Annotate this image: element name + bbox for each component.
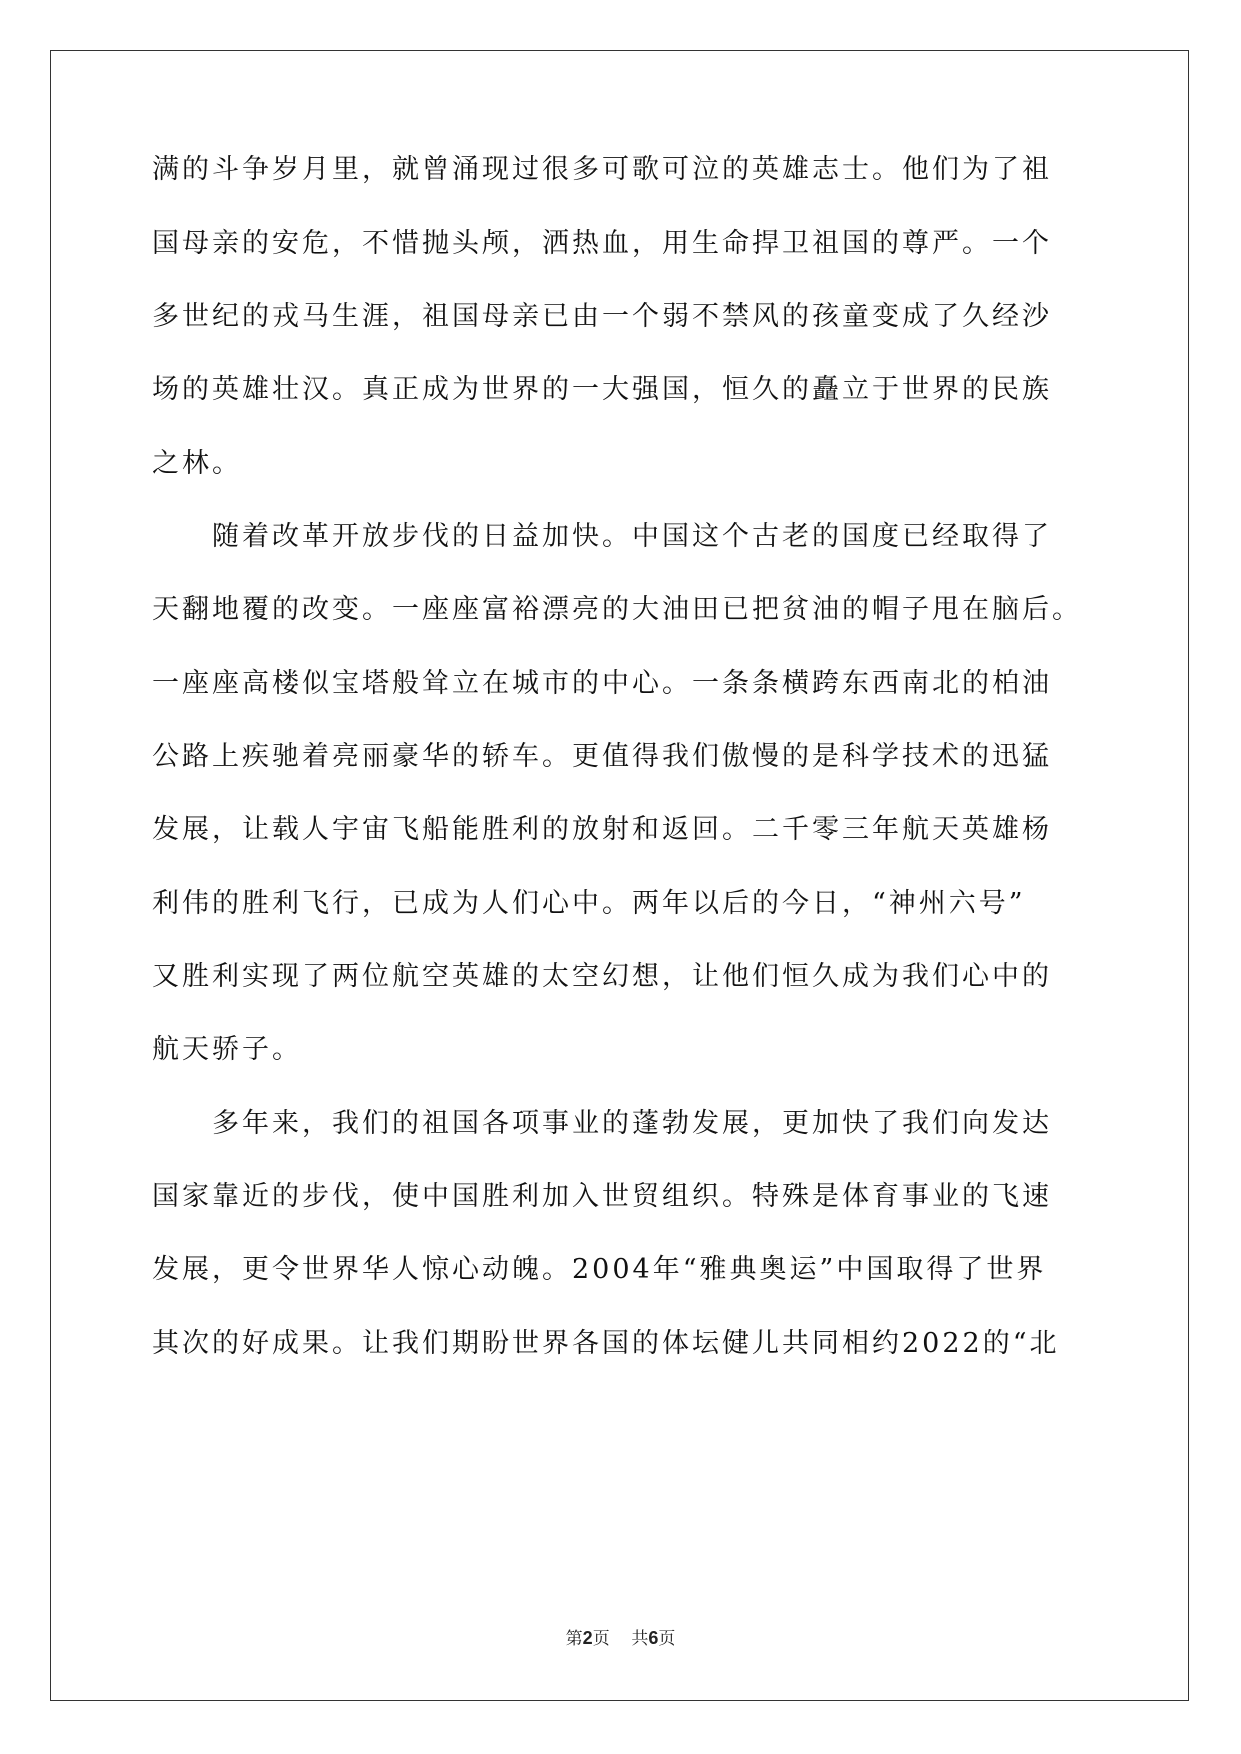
total-prefix: 共 [631, 1629, 649, 1649]
text-line: 其次的好成果。让我们期盼世界各国的体坛健儿共同相约2022的“北 [152, 1328, 1060, 1359]
paragraph-start-line: 随着改革开放步伐的日益加快。中国这个古老的国度已经取得了 [212, 521, 1052, 552]
text-line: 之林。 [152, 448, 242, 479]
text-line: 多世纪的戎马生涯，祖国母亲已由一个弱不禁风的孩童变成了久经沙 [152, 301, 1052, 332]
text-line: 满的斗争岁月里，就曾涌现过很多可歌可泣的英雄志士。他们为了祖 [152, 154, 1052, 185]
page-number: 2 [582, 1628, 593, 1648]
page-prefix: 第 [565, 1629, 583, 1649]
page-footer [0, 1627, 1241, 1650]
text-line: 利伟的胜利飞行，已成为人们心中。两年以后的今日，“神州六号” [152, 888, 1026, 919]
page-suffix: 页 [592, 1629, 610, 1649]
total-pages: 6 [648, 1628, 659, 1648]
text-line: 发展，让载人宇宙飞船能胜利的放射和返回。二千零三年航天英雄杨 [152, 814, 1052, 845]
text-line: 发展，更令世界华人惊心动魄。2004年“雅典奥运”中国取得了世界 [152, 1254, 1047, 1285]
text-line: 公路上疾驰着亮丽豪华的轿车。更值得我们傲慢的是科学技术的迅猛 [152, 741, 1052, 772]
text-line: 一座座高楼似宝塔般耸立在城市的中心。一条条横跨东西南北的柏油 [152, 668, 1052, 699]
text-line: 国母亲的安危，不惜抛头颅，洒热血，用生命捍卫祖国的尊严。一个 [152, 228, 1052, 259]
page-frame [50, 50, 1189, 1701]
text-line: 场的英雄壮汉。真正成为世界的一大强国，恒久的矗立于世界的民族 [152, 374, 1052, 405]
text-line: 国家靠近的步伐，使中国胜利加入世贸组织。特殊是体育事业的飞速 [152, 1181, 1052, 1212]
text-line: 天翻地覆的改变。一座座富裕漂亮的大油田已把贫油的帽子甩在脑后。 [152, 594, 1082, 625]
total-suffix: 页 [658, 1629, 676, 1649]
text-line: 又胜利实现了两位航空英雄的太空幻想，让他们恒久成为我们心中的 [152, 961, 1052, 992]
paragraph-start-line: 多年来，我们的祖国各项事业的蓬勃发展，更加快了我们向发达 [212, 1108, 1052, 1139]
text-line: 航天骄子。 [152, 1034, 302, 1065]
